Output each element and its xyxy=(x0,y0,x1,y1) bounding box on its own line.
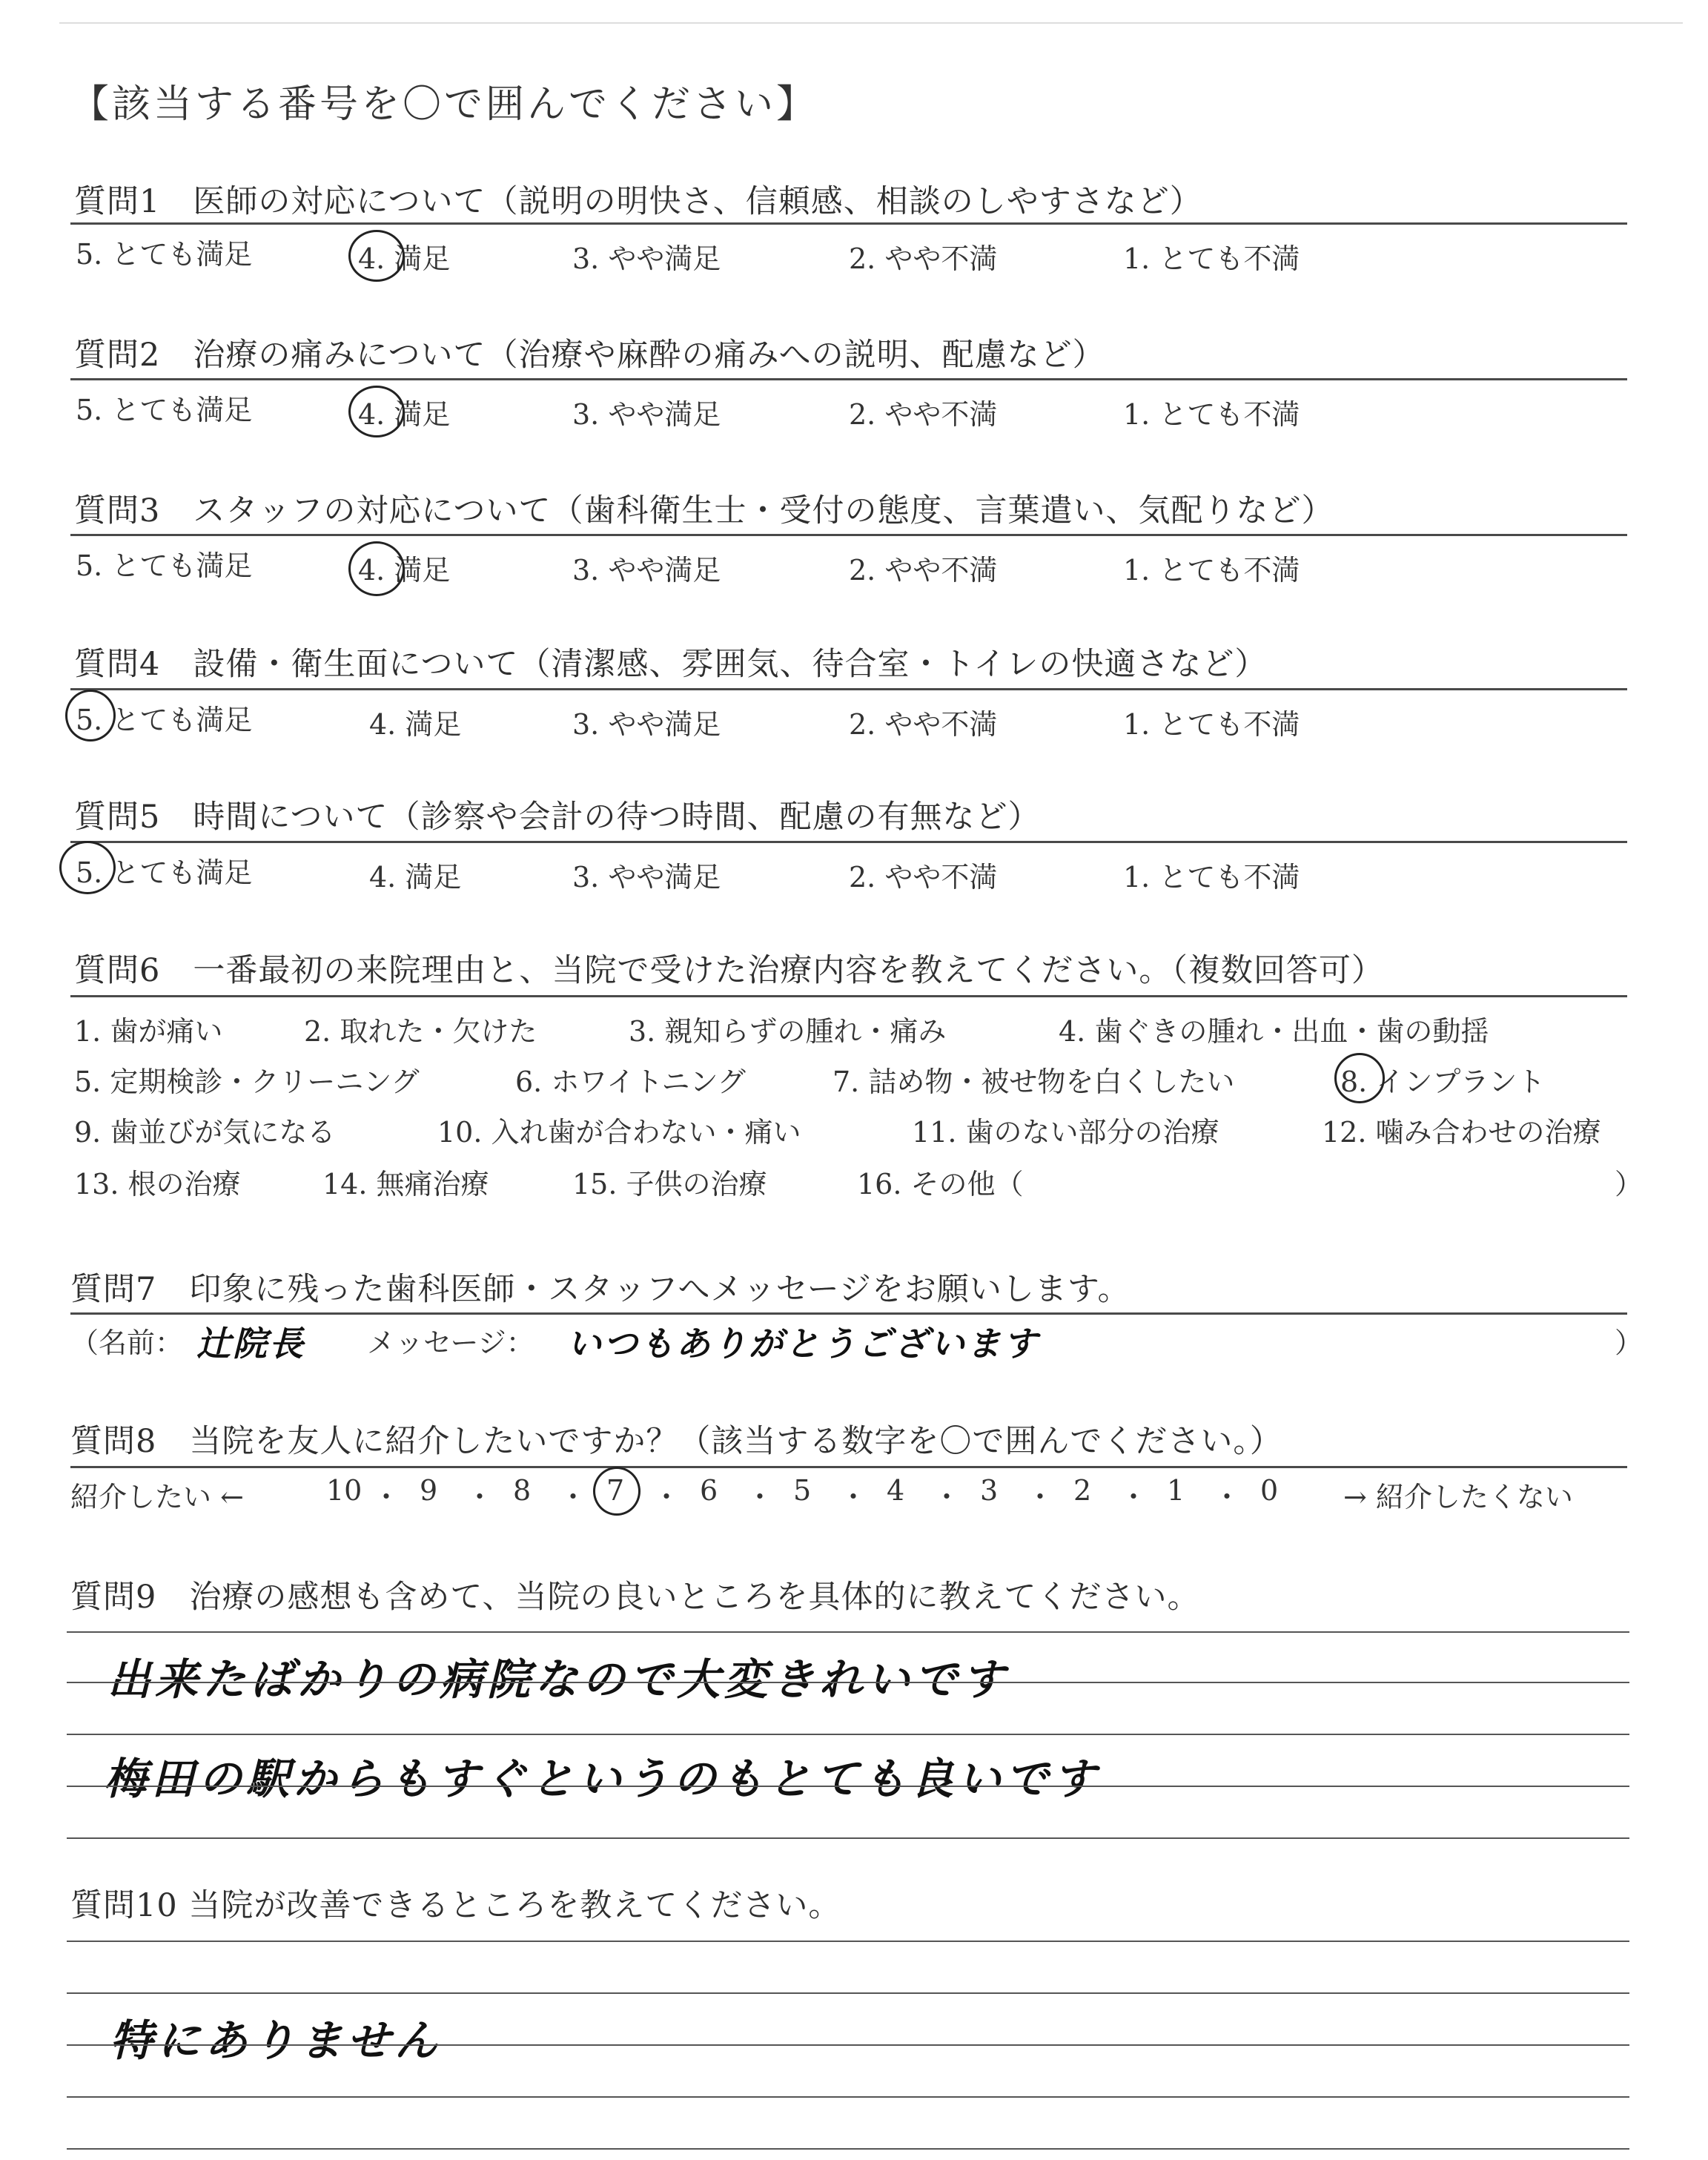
question-5-rule xyxy=(70,841,1627,843)
question-2-rule xyxy=(70,378,1627,380)
q8-scale-7[interactable]: 7 xyxy=(606,1474,625,1507)
question-6-title: 質問6 一番最初の来院理由と、当院で受けた治療内容を教えてください。（複数回答可） xyxy=(74,952,1384,989)
question-6-rule xyxy=(70,995,1627,997)
question-9-title: 質問9 治療の感想も含めて、当院の良いところを具体的に教えてください。 xyxy=(70,1579,1200,1616)
q3-option-5[interactable]: 5. とても満足 xyxy=(76,549,253,582)
q1-option-2[interactable]: 2. やや不満 xyxy=(849,242,998,275)
question-7-rule xyxy=(70,1312,1627,1315)
q6-option-10[interactable]: 10. 入れ歯が合わない・痛い xyxy=(437,1116,801,1149)
q8-scale-separator: ・ xyxy=(839,1481,868,1513)
q6-option-6[interactable]: 6. ホワイトニング xyxy=(515,1066,746,1098)
q4-option-1[interactable]: 1. とても不満 xyxy=(1123,708,1300,741)
q6-option-12[interactable]: 12. 噛み合わせの治療 xyxy=(1322,1116,1601,1149)
q4-option-5[interactable]: 5. とても満足 xyxy=(76,704,253,736)
q10-writing-line xyxy=(67,2044,1629,2046)
q8-scale-separator: ・ xyxy=(933,1481,961,1513)
question-4-title: 質問4 設備・衛生面について（清潔感、雰囲気、待合室・トイレの快適さなど） xyxy=(74,646,1268,683)
q1-option-1[interactable]: 1. とても不満 xyxy=(1123,242,1300,275)
q8-scale-2[interactable]: 2 xyxy=(1073,1474,1092,1507)
q10-writing-line xyxy=(67,1941,1629,1942)
q4-option-3[interactable]: 3. やや満足 xyxy=(572,708,721,741)
q10-answer-line-1[interactable]: 特にありません xyxy=(110,2015,443,2066)
q6-option-1[interactable]: 1. 歯が痛い xyxy=(74,1015,223,1048)
q8-right-label: → 紹介したくない xyxy=(1343,1481,1573,1513)
q5-option-5[interactable]: 5. とても満足 xyxy=(76,856,253,889)
q2-option-1[interactable]: 1. とても不満 xyxy=(1123,398,1300,431)
q7-close: ） xyxy=(1615,1327,1644,1359)
q7-message-value[interactable]: いつもありがとうございます xyxy=(567,1324,1039,1364)
q8-scale-separator: ・ xyxy=(372,1481,401,1513)
q8-scale-1[interactable]: 1 xyxy=(1167,1474,1185,1507)
q6-option-11[interactable]: 11. 歯のない部分の治療 xyxy=(912,1116,1219,1149)
q6-option-13[interactable]: 13. 根の治療 xyxy=(74,1168,241,1200)
question-1-title: 質問1 医師の対応について（説明の明快さ、信頼感、相談のしやすさなど） xyxy=(74,183,1202,220)
q6-option-3[interactable]: 3. 親知らずの腫れ・痛み xyxy=(629,1015,947,1048)
q8-scale-6[interactable]: 6 xyxy=(700,1474,718,1507)
q10-writing-line xyxy=(67,2096,1629,2098)
q9-writing-line xyxy=(67,1631,1629,1633)
q6-option-15[interactable]: 15. 子供の治療 xyxy=(572,1168,767,1200)
q6-option-4[interactable]: 4. 歯ぐきの腫れ・出血・歯の動揺 xyxy=(1059,1015,1489,1048)
q9-writing-line xyxy=(67,1734,1629,1735)
q8-scale-separator: ・ xyxy=(652,1481,681,1513)
question-3-title: 質問3 スタッフの対応について（歯科衛生士・受付の態度、言葉遣い、気配りなど） xyxy=(74,492,1334,529)
question-10-title: 質問10 当院が改善できるところを教えてください。 xyxy=(70,1887,841,1924)
q5-option-4[interactable]: 4. 満足 xyxy=(369,861,462,894)
q9-writing-line xyxy=(67,1786,1629,1787)
q9-answer-line-1[interactable]: 出来たばかりの病院なので大変きれいです xyxy=(107,1654,1010,1705)
question-3-rule xyxy=(70,534,1627,536)
q3-option-1[interactable]: 1. とても不満 xyxy=(1123,554,1300,587)
q6-option-14[interactable]: 14. 無痛治療 xyxy=(322,1168,489,1200)
q9-writing-line xyxy=(67,1682,1629,1683)
q2-option-5[interactable]: 5. とても満足 xyxy=(76,394,253,426)
q6-option-8[interactable]: 8. インプラント xyxy=(1340,1066,1546,1098)
q8-scale-separator: ・ xyxy=(559,1481,588,1513)
q4-option-2[interactable]: 2. やや不満 xyxy=(849,708,998,741)
q6-option-5[interactable]: 5. 定期検診・クリーニング xyxy=(74,1066,420,1098)
q3-option-3[interactable]: 3. やや満足 xyxy=(572,554,721,587)
q3-option-2[interactable]: 2. やや不満 xyxy=(849,554,998,587)
question-8-title: 質問8 当院を友人に紹介したいですか？（該当する数字を〇で囲んでください。） xyxy=(70,1423,1282,1460)
q6-option-9[interactable]: 9. 歯並びが気になる xyxy=(74,1116,336,1149)
q9-answer-line-2[interactable]: 梅田の駅からもすぐというのもとても良いです xyxy=(104,1754,1101,1804)
q8-scale-separator: ・ xyxy=(466,1481,494,1513)
q8-scale-separator: ・ xyxy=(746,1481,775,1513)
page-top-border xyxy=(59,22,1683,24)
question-8-rule xyxy=(70,1466,1627,1468)
q8-scale-separator: ・ xyxy=(1119,1481,1148,1513)
q1-option-5[interactable]: 5. とても満足 xyxy=(76,238,253,271)
q9-writing-line xyxy=(67,1837,1629,1839)
q1-option-3[interactable]: 3. やや満足 xyxy=(572,242,721,275)
q10-writing-line xyxy=(67,2148,1629,2150)
q2-option-3[interactable]: 3. やや満足 xyxy=(572,398,721,431)
q3-option-4[interactable]: 4. 満足 xyxy=(358,554,451,587)
q5-option-1[interactable]: 1. とても不満 xyxy=(1123,861,1300,894)
q6-other-close: ） xyxy=(1615,1168,1644,1200)
form-heading: 【該当する番号を〇で囲んでください】 xyxy=(70,82,818,127)
q5-option-3[interactable]: 3. やや満足 xyxy=(572,861,721,894)
question-1-rule xyxy=(70,222,1627,225)
q7-message-label: メッセージ： xyxy=(367,1327,534,1359)
q8-scale-10[interactable]: 10 xyxy=(326,1474,363,1507)
q6-option-16[interactable]: 16. その他（ xyxy=(857,1168,1024,1200)
q8-scale-3[interactable]: 3 xyxy=(980,1474,999,1507)
q7-name-label: （名前： xyxy=(70,1327,184,1359)
question-7-title: 質問7 印象に残った歯科医師・スタッフへメッセージをお願いします。 xyxy=(70,1271,1131,1308)
q8-left-label: 紹介したい ← xyxy=(70,1481,244,1513)
q8-scale-separator: ・ xyxy=(1026,1481,1055,1513)
q8-scale-8[interactable]: 8 xyxy=(513,1474,532,1507)
q6-option-2[interactable]: 2. 取れた・欠けた xyxy=(304,1015,537,1048)
q8-scale-9[interactable]: 9 xyxy=(420,1474,438,1507)
q1-option-4[interactable]: 4. 満足 xyxy=(358,242,451,275)
q10-writing-line xyxy=(67,1992,1629,1994)
q2-option-4[interactable]: 4. 満足 xyxy=(358,398,451,431)
q6-option-7[interactable]: 7. 詰め物・被せ物を白くしたい xyxy=(833,1066,1235,1098)
question-2-title: 質問2 治療の痛みについて（治療や麻酔の痛みへの説明、配慮など） xyxy=(74,337,1105,374)
question-5-title: 質問5 時間について（診察や会計の待つ時間、配慮の有無など） xyxy=(74,799,1041,836)
q8-scale-4[interactable]: 4 xyxy=(887,1474,905,1507)
q8-scale-separator: ・ xyxy=(1213,1481,1242,1513)
q5-option-2[interactable]: 2. やや不満 xyxy=(849,861,998,894)
q7-name-value[interactable]: 辻院長 xyxy=(196,1324,305,1364)
q8-scale-0[interactable]: 0 xyxy=(1260,1474,1279,1507)
question-4-rule xyxy=(70,688,1627,690)
q8-scale-5[interactable]: 5 xyxy=(793,1474,812,1507)
q4-option-4[interactable]: 4. 満足 xyxy=(369,708,462,741)
q2-option-2[interactable]: 2. やや不満 xyxy=(849,398,998,431)
